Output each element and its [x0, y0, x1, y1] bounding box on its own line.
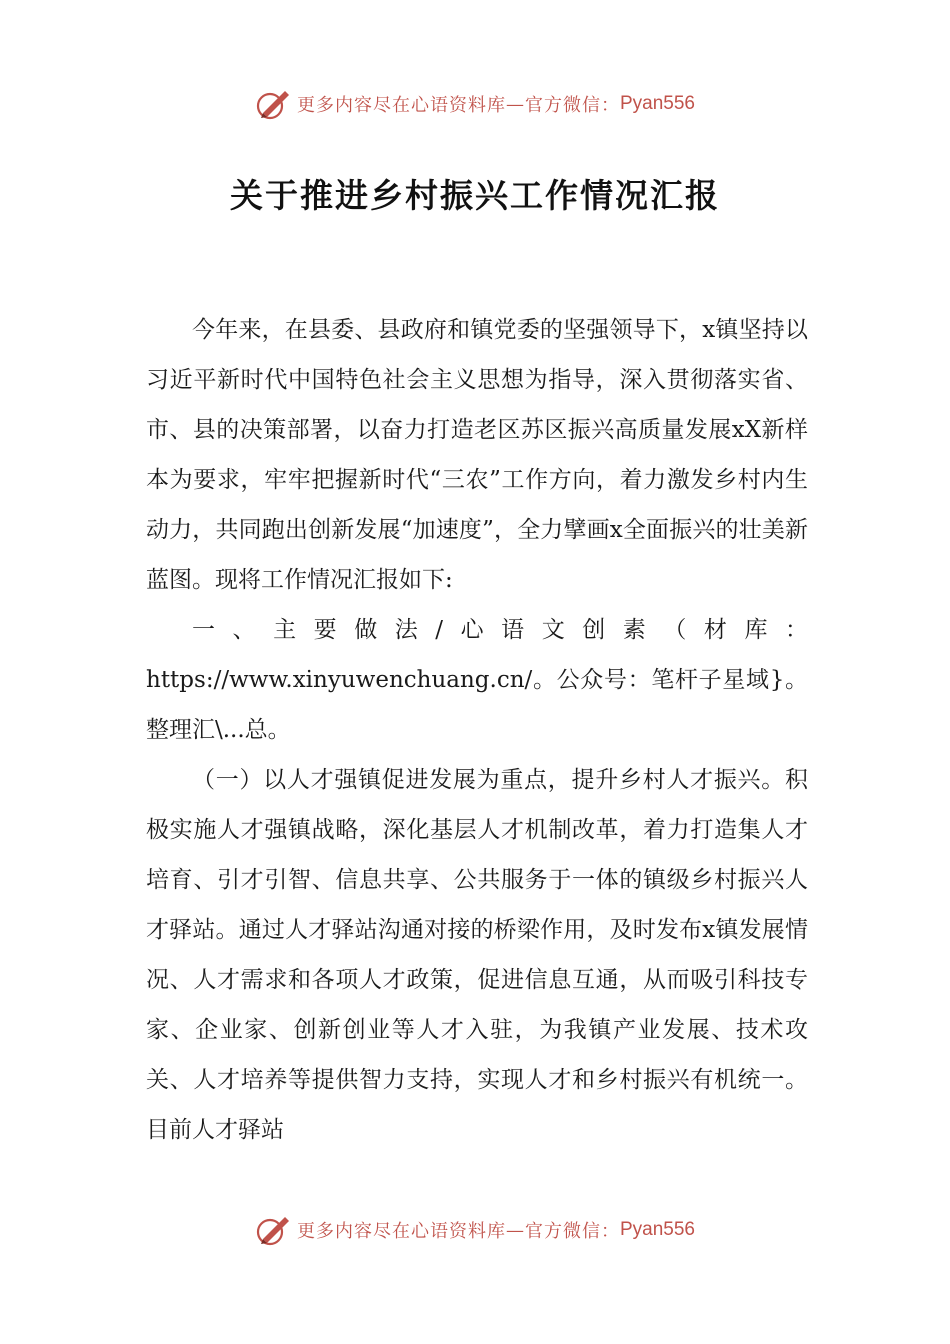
banner-account-id: Pyan556	[619, 1219, 695, 1240]
pen-logo-icon	[255, 1213, 293, 1247]
pen-logo-icon	[255, 87, 293, 121]
banner-brand: 更多内容尽在心语资料库	[296, 95, 506, 116]
header-banner	[0, 84, 950, 124]
banner-account-label: 官方微信：	[524, 95, 620, 116]
paragraph-talent: （一）以人才强镇促进发展为重点，提升乡村人才振兴。积极实施人才强镇战略，深化基层人才机制改革，着力打造集人才培育、引才引智、信息共享、公共服务于一体的镇级乡村振兴人才驿站。通过人才驿站沟通对接的桥梁作用，及时发布x镇发展情况、人才需求和各项人才政策，促进信息互通，从而吸引科技专家、企业家、创新创业等人才入驻，为我镇产业发展、技术攻关、人才培养等提供智力支持，实现人才和乡村振兴有机统一。目前人才驿站	[146, 767, 808, 1143]
banner-account-label: 官方微信：	[524, 1221, 620, 1242]
paragraph-intro: 今年来，在县委、县政府和镇党委的坚强领导下，x镇坚持以习近平新时代中国特色社会主义思想为指导，深入贯彻落实省、市、县的决策部署，以奋力打造老区苏区振兴高质量发展xX新样本为要求，牢牢把握新时代“三农”工作方向，着力激发乡村内生动力，共同跑出创新发展“加速度”，全力擘画x全面振兴的壮美新蓝图。现将工作情况汇报如下:	[146, 317, 808, 593]
document-title: 关于推进乡村振兴工作情况汇报	[230, 176, 720, 215]
footer-banner	[0, 1210, 950, 1250]
banner-separator: —	[505, 93, 525, 115]
banner-account-id: Pyan556	[619, 93, 695, 114]
banner-separator: —	[505, 1219, 525, 1241]
banner-brand: 更多内容尽在心语资料库	[296, 1221, 506, 1242]
paragraph-section-heading: 一、主要做法/心语文创素（材库：https://www.xinyuwenchuang.cn/。公众号：笔杆子星域}。整理汇\...总。	[146, 617, 808, 743]
document-body	[146, 305, 808, 1155]
